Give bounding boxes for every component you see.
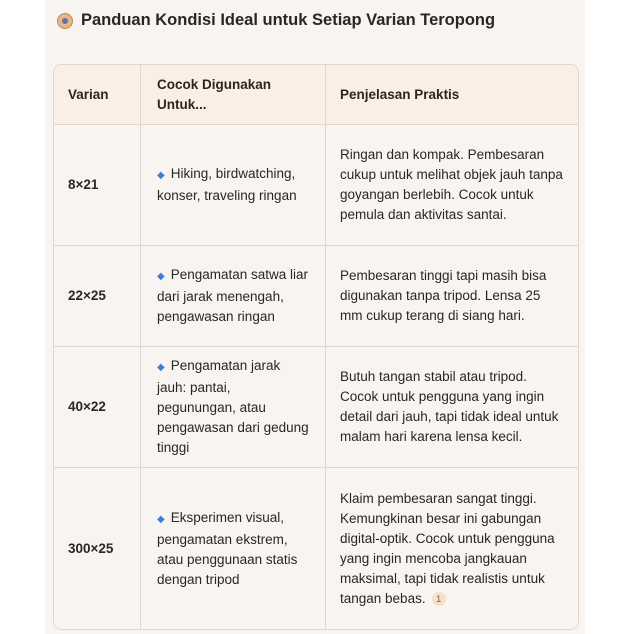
diamond-icon: ◆ xyxy=(157,271,165,282)
cell-use xyxy=(141,246,326,347)
diamond-icon: ◆ xyxy=(157,170,165,181)
cell-desc: Pembesaran tinggi tapi masih bisa digunakan tanpa tripod. Lensa 25 mm cukup terang di siang hari. xyxy=(326,246,578,347)
header-varian: Varian xyxy=(54,65,141,125)
cell-varian: 40×22 xyxy=(54,347,141,468)
header-desc: Penjelasan Praktis xyxy=(326,65,578,125)
table-header-row xyxy=(54,65,578,125)
cell-varian: 22×25 xyxy=(54,246,141,347)
section-title xyxy=(57,11,495,30)
use-text: Hiking, birdwatching, konser, traveling ringan xyxy=(157,166,297,203)
cell-use xyxy=(141,347,326,468)
cell-use xyxy=(141,468,326,629)
table-row xyxy=(54,468,578,629)
cell-use xyxy=(141,125,326,246)
table-row xyxy=(54,125,578,246)
use-text: Pengamatan satwa liar dari jarak menengah, pengawasan ringan xyxy=(157,267,309,324)
header-use: Cocok Digunakan Untuk... xyxy=(141,65,326,125)
cell-varian: 300×25 xyxy=(54,468,141,629)
citation-badge[interactable]: 1 xyxy=(432,592,446,606)
desc-text: Klaim pembesaran sangat tinggi. Kemungkinan besar ini gabungan digital-optik. Cocok untuk pengguna yang ingin mencoba jangkauan maksimal, tapi tidak realistis untuk tangan bebas. xyxy=(340,490,555,606)
use-text: Pengamatan jarak jauh: pantai, pegunungan, atau pengawasan dari gedung tinggi xyxy=(157,358,309,455)
diamond-icon: ◆ xyxy=(157,362,165,373)
use-text: Eksperimen visual, pengamatan ekstrem, atau penggunaan statis dengan tripod xyxy=(157,509,298,587)
table-row xyxy=(54,347,578,468)
compass-icon xyxy=(57,13,73,29)
table-row xyxy=(54,246,578,347)
title-text: Panduan Kondisi Ideal untuk Setiap Varian Teropong xyxy=(81,11,496,29)
diamond-icon: ◆ xyxy=(157,513,165,525)
cell-desc xyxy=(326,468,578,629)
variant-table xyxy=(53,64,579,630)
cell-desc: Butuh tangan stabil atau tripod. Cocok untuk pengguna yang ingin detail dari jauh, tapi tidak ideal untuk malam hari karena lensa kecil. xyxy=(326,347,578,468)
cell-varian: 8×21 xyxy=(54,125,141,246)
cell-desc: Ringan dan kompak. Pembesaran cukup untuk melihat objek jauh tanpa goyangan berlebih. Cocok untuk pemula dan aktivitas santai. xyxy=(326,125,578,246)
